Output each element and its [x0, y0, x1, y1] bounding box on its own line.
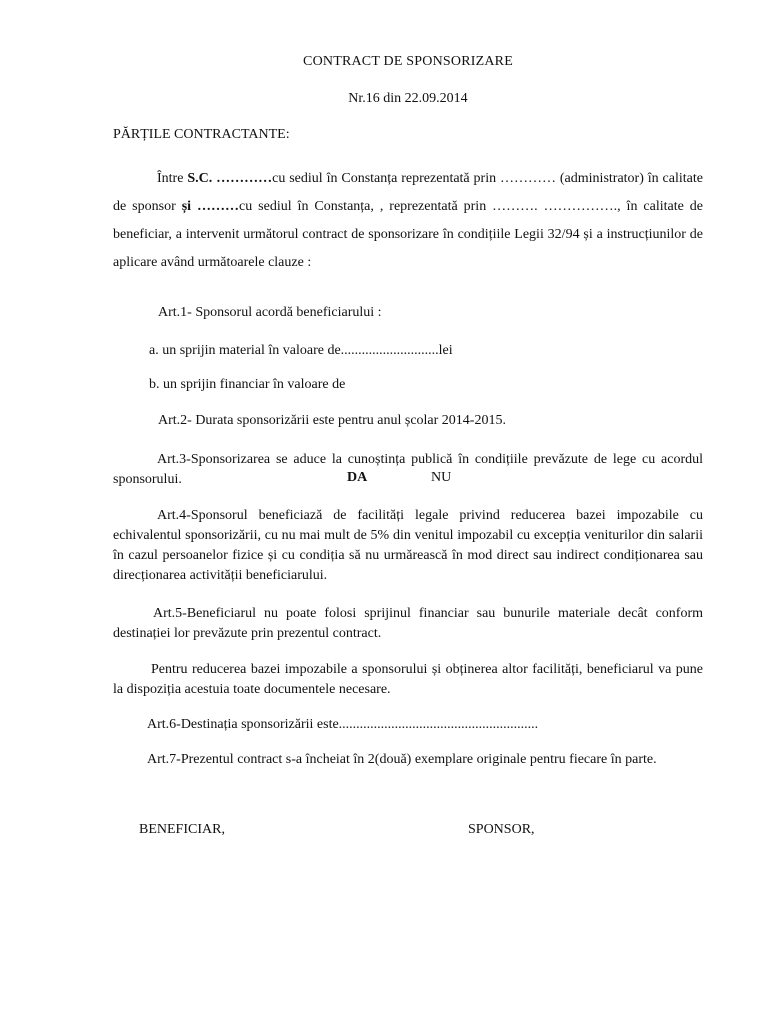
article-5-note: Pentru reducerea bazei impozabile a sponsorului și obținerea altor facilități, beneficiarul va pune la dispoziția acestuia toate documentele necesare.: [113, 662, 703, 697]
parties-text-rest: cu sediul în Constanța, , reprezentată prin ………. ……………., în calitate de beneficiar, a intervenit următorul contract de sponsorizare în condițiile Legii 32/94 și a instrucțiunilor de aplicare având următoarele clauze :: [113, 199, 703, 270]
article-4: Art.4-Sponsorul beneficiază de facilități legale privind reducerea bazei impozabile cu echivalentul sponsorizării, cu nu mai mult de 5% din venitul impozabil cu excepția veniturilor din salarii în cazul persoanelor fizice și cu condiția să nu urmărească în mod direct sau indirect condiționarea sau direcționarea activității beneficiarului.: [113, 508, 703, 583]
sponsor-company: S.C. …………: [187, 171, 273, 186]
article-1-item-b: b. un sprijin financiar în valoare de: [149, 377, 346, 392]
signature-sponsor: SPONSOR,: [468, 822, 535, 837]
contract-number: Nr.16 din 22.09.2014: [348, 91, 468, 106]
parties-heading: PĂRȚILE CONTRACTANTE:: [113, 127, 290, 142]
article-5: Art.5-Beneficiarul nu poate folosi sprijinul financiar sau bunurile materiale decât conform destinației lor prevăzute prin prezentul contract.: [113, 606, 703, 641]
beneficiary-company: și ………: [181, 199, 239, 214]
contract-title: CONTRACT DE SPONSORIZARE: [303, 54, 513, 69]
signature-beneficiar: BENEFICIAR,: [139, 822, 225, 837]
article-2: Art.2- Durata sponsorizării este pentru anul școlar 2014-2015.: [158, 413, 506, 428]
article-7: Art.7-Prezentul contract s-a încheiat în 2(două) exemplare originale pentru fiecare în parte.: [147, 752, 657, 767]
parties-paragraph: [113, 165, 703, 277]
article-6: Art.6-Destinația sponsorizării este.........................................................: [147, 717, 539, 732]
article-1: Art.1- Sponsorul acordă beneficiarului :: [158, 305, 382, 320]
option-nu: NU: [431, 470, 452, 485]
article-1-item-a: a. un sprijin material în valoare de............................lei: [149, 343, 453, 358]
article-3: Art.3-Sponsorizarea se aduce la cunoștința publică în condițiile prevăzute de lege cu acordul sponsorului.: [113, 452, 703, 487]
parties-text-start: Între: [157, 171, 188, 186]
option-da: DA: [347, 470, 368, 485]
parties-text-mid: cu sediul în Constanța reprezentată prin ………… (administrator) în calitate de sponsor: [113, 171, 703, 214]
